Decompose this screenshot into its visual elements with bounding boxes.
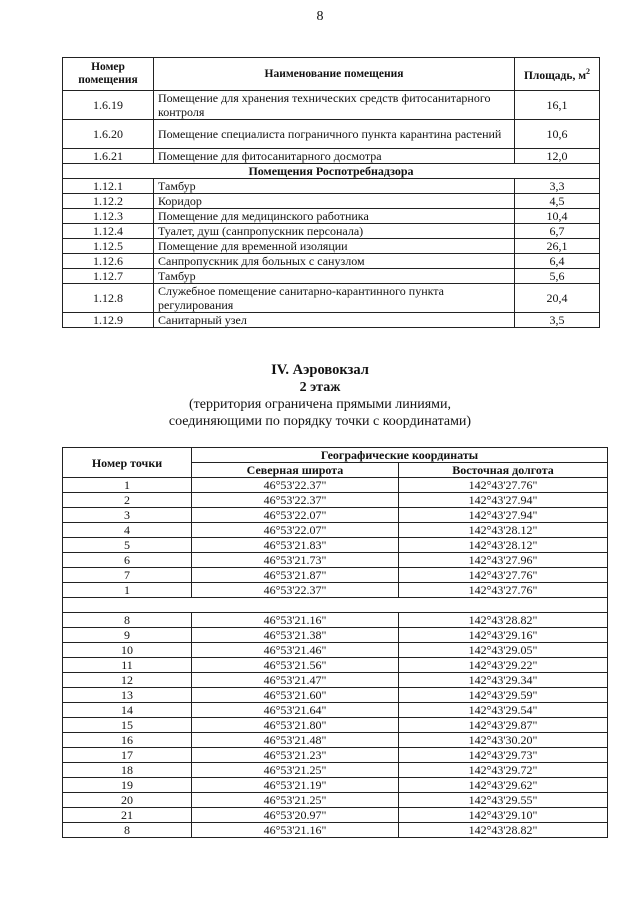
table-row xyxy=(63,583,608,598)
room-area: 3,5 xyxy=(515,313,600,328)
coords-header-row-1 xyxy=(63,448,608,463)
point-number: 21 xyxy=(63,808,192,823)
east-longitude: 142°43'29.34" xyxy=(399,673,608,688)
room-area: 4,5 xyxy=(515,194,600,209)
point-number: 16 xyxy=(63,733,192,748)
north-latitude: 46°53'22.37" xyxy=(192,478,399,493)
table-row xyxy=(63,748,608,763)
table-row xyxy=(63,673,608,688)
north-latitude: 46°53'21.73" xyxy=(192,553,399,568)
point-number: 1 xyxy=(63,478,192,493)
table-row xyxy=(63,313,600,328)
header-east-longitude: Восточная долгота xyxy=(399,463,608,478)
table-row xyxy=(63,194,600,209)
east-longitude: 142°43'29.59" xyxy=(399,688,608,703)
room-number: 1.12.6 xyxy=(63,254,154,269)
table-row xyxy=(63,658,608,673)
east-longitude: 142°43'27.76" xyxy=(399,478,608,493)
room-area: 6,4 xyxy=(515,254,600,269)
east-longitude: 142°43'29.73" xyxy=(399,748,608,763)
north-latitude: 46°53'21.16" xyxy=(192,613,399,628)
territory-note-line-1: (территория ограничена прямыми линиями, xyxy=(188,397,452,412)
room-area: 10,4 xyxy=(515,209,600,224)
point-number: 13 xyxy=(63,688,192,703)
rooms-body-a xyxy=(63,91,600,164)
table-row xyxy=(63,688,608,703)
north-latitude: 46°53'21.80" xyxy=(192,718,399,733)
point-number: 9 xyxy=(63,628,192,643)
table-row xyxy=(63,254,600,269)
point-number: 12 xyxy=(63,673,192,688)
north-latitude: 46°53'21.56" xyxy=(192,658,399,673)
east-longitude: 142°43'28.12" xyxy=(399,523,608,538)
point-number: 19 xyxy=(63,778,192,793)
north-latitude: 46°53'21.83" xyxy=(192,538,399,553)
table-row xyxy=(63,269,600,284)
north-latitude: 46°53'22.07" xyxy=(192,508,399,523)
east-longitude: 142°43'28.82" xyxy=(399,613,608,628)
header-area-text: Площадь, м xyxy=(523,69,587,82)
rooms-body-b xyxy=(63,179,600,328)
point-number: 7 xyxy=(63,568,192,583)
room-number: 1.6.21 xyxy=(63,149,154,164)
room-area: 3,3 xyxy=(515,179,600,194)
room-number: 1.12.8 xyxy=(63,284,154,313)
room-number: 1.6.19 xyxy=(63,91,154,120)
north-latitude: 46°53'21.25" xyxy=(192,793,399,808)
east-longitude: 142°43'29.05" xyxy=(399,643,608,658)
point-number: 6 xyxy=(63,553,192,568)
room-area: 20,4 xyxy=(515,284,600,313)
east-longitude: 142°43'28.82" xyxy=(399,823,608,838)
north-latitude: 46°53'22.37" xyxy=(192,493,399,508)
room-name: Туалет, душ (санпропускник персонала) xyxy=(154,224,515,239)
room-area: 6,7 xyxy=(515,224,600,239)
header-north-latitude: Северная широта xyxy=(192,463,399,478)
room-area: 12,0 xyxy=(515,149,600,164)
point-number: 14 xyxy=(63,703,192,718)
coords-group-1 xyxy=(63,478,608,598)
table-row xyxy=(63,778,608,793)
table-row xyxy=(63,209,600,224)
point-number: 11 xyxy=(63,658,192,673)
east-longitude: 142°43'27.94" xyxy=(399,493,608,508)
room-number: 1.12.9 xyxy=(63,313,154,328)
point-number: 8 xyxy=(63,613,192,628)
table-row xyxy=(63,703,608,718)
table-row xyxy=(63,763,608,778)
room-number: 1.12.7 xyxy=(63,269,154,284)
rooms-table xyxy=(62,57,600,328)
room-name: Санпропускник для больных с санузлом xyxy=(154,254,515,269)
room-name: Служебное помещение санитарно-карантинного пункта регулирования xyxy=(154,284,515,313)
point-number: 18 xyxy=(63,763,192,778)
table-row xyxy=(63,538,608,553)
table-row xyxy=(63,628,608,643)
room-name: Коридор xyxy=(154,194,515,209)
north-latitude: 46°53'22.07" xyxy=(192,523,399,538)
east-longitude: 142°43'27.94" xyxy=(399,508,608,523)
table-row xyxy=(63,733,608,748)
room-area: 26,1 xyxy=(515,239,600,254)
page-number: 8 xyxy=(316,9,324,24)
east-longitude: 142°43'27.96" xyxy=(399,553,608,568)
north-latitude: 46°53'21.46" xyxy=(192,643,399,658)
east-longitude: 142°43'29.55" xyxy=(399,793,608,808)
table-row xyxy=(63,149,600,164)
room-number: 1.12.1 xyxy=(63,179,154,194)
north-latitude: 46°53'21.25" xyxy=(192,763,399,778)
table-row xyxy=(63,239,600,254)
room-name: Помещение специалиста пограничного пункта карантина растений xyxy=(154,120,515,149)
coordinates-table xyxy=(62,447,608,838)
east-longitude: 142°43'28.12" xyxy=(399,538,608,553)
north-latitude: 46°53'21.38" xyxy=(192,628,399,643)
header-point-number: Номер точки xyxy=(63,448,192,478)
east-longitude: 142°43'27.76" xyxy=(399,583,608,598)
east-longitude: 142°43'29.54" xyxy=(399,703,608,718)
point-number: 5 xyxy=(63,538,192,553)
point-number: 10 xyxy=(63,643,192,658)
coords-group-2 xyxy=(63,613,608,838)
table-row xyxy=(63,823,608,838)
room-number: 1.12.2 xyxy=(63,194,154,209)
point-number: 4 xyxy=(63,523,192,538)
point-number: 15 xyxy=(63,718,192,733)
table-row xyxy=(63,523,608,538)
rooms-table-header-row xyxy=(63,58,600,91)
room-name: Помещение для временной изоляции xyxy=(154,239,515,254)
table-row xyxy=(63,493,608,508)
table-row xyxy=(63,808,608,823)
room-name: Помещение для фитосанитарного досмотра xyxy=(154,149,515,164)
table-row xyxy=(63,284,600,313)
east-longitude: 142°43'29.62" xyxy=(399,778,608,793)
north-latitude: 46°53'21.16" xyxy=(192,823,399,838)
section-title: IV. Аэровокзал xyxy=(271,362,369,378)
north-latitude: 46°53'21.47" xyxy=(192,673,399,688)
room-area: 10,6 xyxy=(515,120,600,149)
east-longitude: 142°43'29.10" xyxy=(399,808,608,823)
table-row xyxy=(63,568,608,583)
header-area-superscript: 2 xyxy=(586,67,591,77)
room-area: 5,6 xyxy=(515,269,600,284)
room-number: 1.6.20 xyxy=(63,120,154,149)
table-row xyxy=(63,224,600,239)
header-room-area xyxy=(515,58,600,91)
room-name: Помещение для медицинского работника xyxy=(154,209,515,224)
table-row xyxy=(63,613,608,628)
table-row xyxy=(63,643,608,658)
header-room-name: Наименование помещения xyxy=(154,58,515,91)
room-number: 1.12.4 xyxy=(63,224,154,239)
north-latitude: 46°53'21.48" xyxy=(192,733,399,748)
east-longitude: 142°43'29.72" xyxy=(399,763,608,778)
north-latitude: 46°53'21.87" xyxy=(192,568,399,583)
table-row xyxy=(63,478,608,493)
point-number: 17 xyxy=(63,748,192,763)
table-row xyxy=(63,120,600,149)
point-number: 1 xyxy=(63,583,192,598)
room-name: Санитарный узел xyxy=(154,313,515,328)
north-latitude: 46°53'22.37" xyxy=(192,583,399,598)
room-name: Помещение для хранения технических средств фитосанитарного контроля xyxy=(154,91,515,120)
north-latitude: 46°53'20.97" xyxy=(192,808,399,823)
room-name: Тамбур xyxy=(154,179,515,194)
group-separator-cell xyxy=(63,598,608,613)
room-number: 1.12.3 xyxy=(63,209,154,224)
territory-note-line-2: соединяющими по порядку точки с координатами) xyxy=(168,414,472,429)
east-longitude: 142°43'29.87" xyxy=(399,718,608,733)
point-number: 20 xyxy=(63,793,192,808)
east-longitude: 142°43'30.20" xyxy=(399,733,608,748)
header-geo-coordinates: Географические координаты xyxy=(192,448,608,463)
floor-title: 2 этаж xyxy=(299,380,341,395)
point-number: 2 xyxy=(63,493,192,508)
table-row xyxy=(63,179,600,194)
header-room-number: Номер помещения xyxy=(63,58,154,91)
east-longitude: 142°43'27.76" xyxy=(399,568,608,583)
room-area: 16,1 xyxy=(515,91,600,120)
north-latitude: 46°53'21.19" xyxy=(192,778,399,793)
group-separator-row xyxy=(63,598,608,613)
north-latitude: 46°53'21.64" xyxy=(192,703,399,718)
point-number: 3 xyxy=(63,508,192,523)
east-longitude: 142°43'29.16" xyxy=(399,628,608,643)
room-name: Тамбур xyxy=(154,269,515,284)
east-longitude: 142°43'29.22" xyxy=(399,658,608,673)
point-number: 8 xyxy=(63,823,192,838)
section-label: Помещения Роспотребнадзора xyxy=(63,164,600,179)
room-number: 1.12.5 xyxy=(63,239,154,254)
table-row xyxy=(63,91,600,120)
table-row xyxy=(63,508,608,523)
table-row xyxy=(63,553,608,568)
north-latitude: 46°53'21.60" xyxy=(192,688,399,703)
section-row xyxy=(63,164,600,179)
table-row xyxy=(63,718,608,733)
north-latitude: 46°53'21.23" xyxy=(192,748,399,763)
table-row xyxy=(63,793,608,808)
